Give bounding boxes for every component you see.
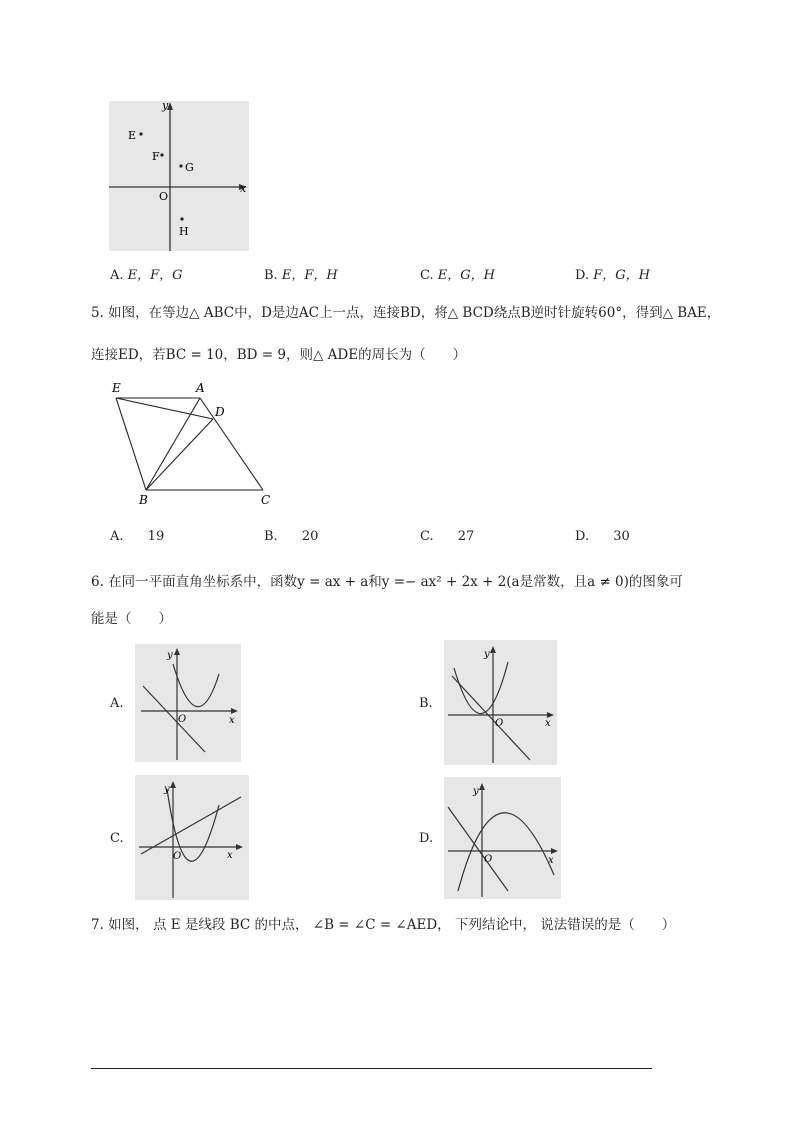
q5-option-b[interactable] xyxy=(264,529,318,544)
q4-option-c-letter: C. xyxy=(420,268,434,283)
q4-option-b-text: E，F，H xyxy=(281,268,338,283)
point-e-label: E xyxy=(128,129,137,142)
q5-triangle-figure xyxy=(108,378,278,508)
y-label: y xyxy=(484,649,490,660)
q5-option-c-value: 27 xyxy=(457,529,475,544)
q4-coordinate-figure xyxy=(109,101,249,251)
vertex-b-label: B xyxy=(139,493,148,507)
x-arrow-icon xyxy=(551,848,558,854)
q4-option-c[interactable] xyxy=(420,264,495,283)
vertex-d-label: D xyxy=(215,405,225,419)
point-g-label: G xyxy=(185,161,194,174)
q4-option-d-letter: D. xyxy=(575,268,590,283)
q6-option-d-letter[interactable]: D. xyxy=(419,831,434,846)
segment-eb xyxy=(116,398,146,490)
parabola-graph xyxy=(173,664,219,707)
x-label: x xyxy=(545,718,551,729)
q5-option-d-value: 30 xyxy=(613,529,630,544)
q5-option-d[interactable] xyxy=(575,529,630,544)
q5-option-a-letter: A. xyxy=(110,529,124,544)
segment-ac xyxy=(200,398,263,490)
segment-ab xyxy=(146,398,200,490)
q6-option-d-graph[interactable] xyxy=(444,777,561,899)
y-label: y xyxy=(167,650,173,661)
q6-stem-line2: 能是（ ） xyxy=(91,611,172,627)
origin-label: O xyxy=(173,851,182,862)
q5-option-b-letter: B. xyxy=(264,529,278,544)
q5-option-b-value: 20 xyxy=(301,529,319,544)
q5-option-c-letter: C. xyxy=(420,529,434,544)
q6-option-c-graph[interactable] xyxy=(135,775,249,900)
x-label: x xyxy=(548,855,554,866)
x-arrow-icon xyxy=(231,708,238,714)
x-axis-label: x xyxy=(240,182,247,195)
q6-graph-a-svg xyxy=(135,644,241,762)
y-axis-label: y xyxy=(162,101,169,112)
q4-option-b-letter: B. xyxy=(264,268,278,283)
segment-db xyxy=(146,419,213,490)
line-graph xyxy=(141,797,241,854)
line-graph xyxy=(452,676,530,760)
q6-option-a-letter[interactable]: A. xyxy=(110,696,124,711)
origin-label: O xyxy=(484,854,493,865)
q5-triangle-svg xyxy=(108,378,278,508)
y-arrow-icon xyxy=(479,783,485,790)
q5-option-c[interactable] xyxy=(420,529,474,544)
q5-option-d-letter: D. xyxy=(575,529,590,544)
line-graph xyxy=(448,807,508,891)
vertex-a-label: A xyxy=(196,381,205,395)
q5-option-a[interactable] xyxy=(110,529,164,544)
x-label: x xyxy=(227,850,233,861)
y-arrow-icon xyxy=(490,646,496,653)
point-f-label: F xyxy=(152,150,160,163)
q4-option-a-text: E，F，G xyxy=(127,268,183,283)
point-h xyxy=(180,217,183,220)
origin-label: O xyxy=(495,718,504,729)
q6-option-a-graph[interactable] xyxy=(135,644,241,762)
q4-option-d-text: F，G，H xyxy=(593,268,650,283)
q4-option-a-letter: A. xyxy=(110,268,124,283)
q7-stem-line1: 7. 如图， 点 E 是线段 BC 的中点， ∠B = ∠C = ∠AED， 下列结论中， 说法错误的是（ ） xyxy=(91,917,676,933)
q5-option-a-value: 19 xyxy=(147,529,165,544)
y-arrow-icon xyxy=(174,648,180,655)
q5-stem-line2: 连接ED，若BC = 10，BD = 9，则△ ADE的周长为（ ） xyxy=(91,347,467,363)
q6-graph-c-svg xyxy=(135,775,249,900)
parabola-graph xyxy=(458,813,554,891)
q5-stem-line1: 5. 如图，在等边△ ABC中，D是边AC上一点，连接BD，将△ BCD绕点B逆时针旋转60°，得到△ BAE， xyxy=(91,305,721,321)
q6-graph-b-svg xyxy=(444,640,557,765)
q4-option-d[interactable] xyxy=(575,264,650,283)
q6-option-b-letter[interactable]: B. xyxy=(419,696,433,711)
vertex-c-label: C xyxy=(261,493,271,507)
y-label: y xyxy=(164,784,170,795)
q4-option-c-text: E，G，H xyxy=(437,268,495,283)
point-e xyxy=(139,132,142,135)
q6-stem-line1: 6. 在同一平面直角坐标系中，函数y = ax + a和y =− ax² + 2x + 2(a是常数，且a ≠ 0)的图象可 xyxy=(91,574,683,590)
point-f xyxy=(160,153,163,156)
q4-coordinate-svg xyxy=(109,101,249,251)
q4-option-a[interactable] xyxy=(110,264,183,283)
origin-label: O xyxy=(178,714,187,725)
q6-option-c-letter[interactable]: C. xyxy=(110,831,124,846)
q4-option-b[interactable] xyxy=(264,264,338,283)
x-arrow-icon xyxy=(236,844,243,850)
q6-graph-d-svg xyxy=(444,777,561,899)
origin-label: O xyxy=(159,190,169,203)
y-arrow-icon xyxy=(170,781,176,788)
point-h-label: H xyxy=(179,225,189,238)
y-label: y xyxy=(473,786,479,797)
point-g xyxy=(179,164,182,167)
footer-rule xyxy=(91,1068,652,1069)
vertex-e-label: E xyxy=(112,381,121,395)
parabola-graph xyxy=(454,662,508,714)
x-label: x xyxy=(229,715,235,726)
q6-option-b-graph[interactable] xyxy=(444,640,557,765)
line-graph xyxy=(143,686,205,752)
